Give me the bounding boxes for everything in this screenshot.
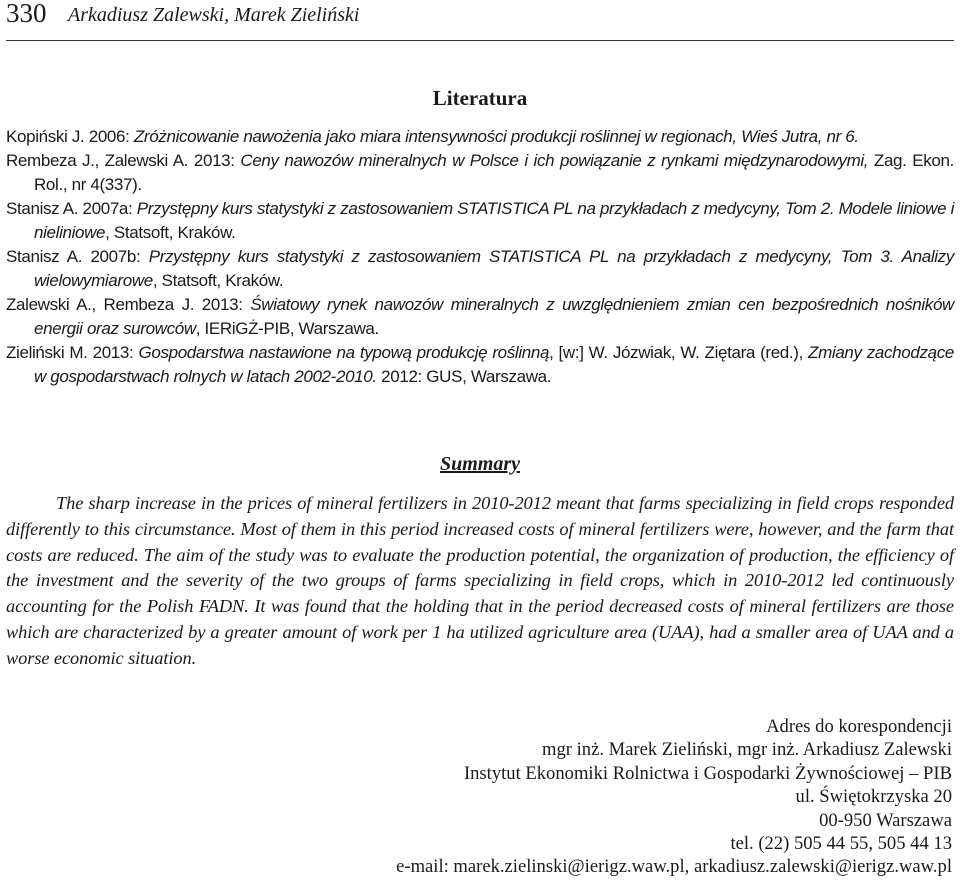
address-heading: Adres do korespondencji — [766, 716, 952, 737]
reference-title: Zróżnicowanie nawożenia jako miara intensywności produkcji roślinnej w regionach, Wieś Jutra, nr 6. — [133, 127, 859, 146]
reference-item — [6, 341, 954, 389]
literature-heading: Literatura — [432, 86, 528, 110]
reference-title: Ceny nawozów mineralnych w Polsce i ich powiązanie z rynkami międzynarodowymi, — [240, 151, 869, 170]
reference-item — [6, 293, 954, 341]
reference-item — [6, 149, 954, 197]
reference-author: Zalewski A., Rembeza J. 2013: — [6, 295, 251, 314]
summary-text: The sharp increase in the prices of mineral fertilizers in 2010-2012 meant that farms specializing in field crops responded differently to this circumstance. Most of them in this period increased costs of mineral fertilizers were, however, and the farm that costs are reduced. The aim of the study was to evaluate the production potential, the organization of production, the efficiency of the investment and the severity of the two groups of farms specializing in field crops, which in 2010-2012 led continuously accounting for the Polish FADN. It was found that the holding that in the period decreased costs of mineral fertilizers are those which are characterized by a greater amount of work per 1 ha utilized agriculture area (UAA), had a smaller area of UAA and a worse economic situation. — [6, 493, 954, 668]
correspondence-address — [396, 715, 952, 879]
address-institute: Instytut Ekonomiki Rolnictwa i Gospodarki Żywnościowej – PIB — [463, 762, 952, 784]
address-city: 00-950 Warszawa — [819, 809, 952, 831]
reference-publisher: 2012: GUS, Warszawa. — [376, 367, 552, 386]
reference-details: , IERiGŻ-PIB, Warszawa. — [195, 319, 379, 338]
reference-author: Kopiński J. 2006: — [6, 127, 134, 146]
reference-title: Przystępny kurs statystyki z zastosowaniem STATISTICA PL na przykładach z medycyny, Tom 3. Analizy wielowymiarowe — [34, 247, 954, 290]
address-email: e-mail: marek.zielinski@ierigz.waw.pl, arkadiusz.zalewski@ierigz.waw.pl — [396, 856, 952, 878]
reference-details: , Statsoft, Kraków. — [105, 223, 236, 242]
reference-author: Zieliński M. 2013: — [6, 343, 139, 362]
reference-author: Rembeza J., Zalewski A. 2013: — [6, 151, 241, 170]
page-number: 330 — [6, 0, 47, 28]
reference-details: , [w:] W. Józwiak, W. Ziętara (red.), — [549, 343, 809, 362]
reference-details: , Statsoft, Kraków. — [152, 271, 284, 290]
reference-book-title: Zmiany zachodzące w gospodarstwach rolnych w latach 2002-2010. — [34, 343, 954, 386]
reference-author: Stanisz A. 2007a: — [6, 199, 137, 218]
reference-list — [6, 125, 954, 389]
running-header — [6, 0, 954, 41]
address-names: mgr inż. Marek Zieliński, mgr inż. Arkadiusz Zalewski — [542, 739, 952, 761]
reference-details: Zag. Ekon. Rol., nr 4(337). — [34, 151, 954, 194]
running-authors: Arkadiusz Zalewski, Marek Zieliński — [68, 4, 360, 26]
reference-title: Przystępny kurs statystyki z zastosowaniem STATISTICA PL na przykładach z medycyny, Tom 2. Modele liniowe i nieliniowe — [34, 199, 954, 242]
reference-title: Gospodarstwa nastawione na typową produkcję roślinną — [138, 343, 550, 362]
reference-title: Światowy rynek nawozów mineralnych z uwzględnieniem zmian cen bezpośrednich nośników energii oraz surowców — [34, 295, 954, 338]
address-street: ul. Świętokrzyska 20 — [795, 786, 952, 808]
reference-item — [6, 125, 954, 149]
reference-author: Stanisz A. 2007b: — [6, 247, 149, 266]
address-phone: tel. (22) 505 44 55, 505 44 13 — [730, 833, 952, 855]
reference-item — [6, 245, 954, 293]
reference-item — [6, 197, 954, 245]
summary-heading: Summary — [439, 453, 521, 475]
